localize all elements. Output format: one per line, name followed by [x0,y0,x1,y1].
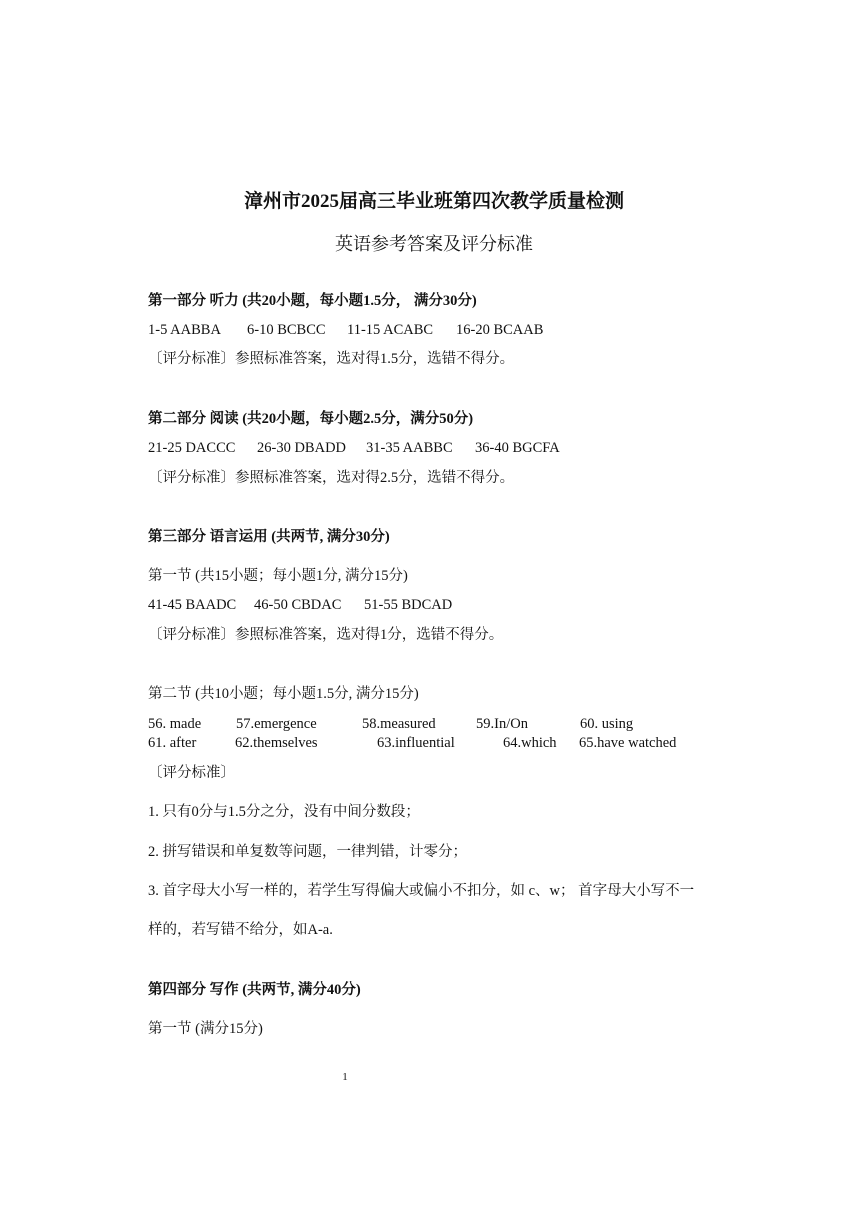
answer-group: 11-15 ACABC [347,322,434,338]
answer-item: 64.which [503,735,557,751]
answer-item: 57.emergence [236,716,317,732]
part3-section2-heading: 第二节 (共10小题；每小题1.5分, 满分15分) [148,686,419,702]
answer-group: 46-50 CBDAC [254,597,342,613]
answer-item: 59.In/On [476,716,528,732]
part1-criteria: 〔评分标准〕参照标准答案，选对得1.5分，选错不得分。 [148,351,515,367]
grading-rule-1: 1. 只有0分与1.5分之分，没有中间分数段； [148,804,420,820]
answer-item: 65.have watched [579,735,677,751]
answer-group: 1-5 AABBA [148,322,221,338]
part3-section2-criteria-label: 〔评分标准〕 [148,765,235,781]
part2-criteria: 〔评分标准〕参照标准答案，选对得2.5分，选错不得分。 [148,470,515,486]
answer-item: 63.influential [377,735,455,751]
part1-heading: 第一部分 听力 (共20小题，每小题1.5分， 满分30分) [148,293,477,309]
grading-rule-2: 2. 拼写错误和单复数等问题，一律判错，计零分； [148,844,467,860]
answer-group: 6-10 BCBCC [247,322,326,338]
answer-item: 56. made [148,716,202,732]
document-subtitle: 英语参考答案及评分标准 [335,234,533,254]
part4-section1-heading: 第一节 (满分15分) [148,1021,263,1037]
part3-section1-heading: 第一节 (共15小题；每小题1分, 满分15分) [148,568,408,584]
part3-heading: 第三部分 语言运用 (共两节, 满分30分) [148,529,390,545]
answer-item: 58.measured [362,716,436,732]
answer-group: 21-25 DACCC [148,440,236,456]
answer-group: 51-55 BDCAD [364,597,453,613]
grading-rule-3-continued: 样的，若写错不给分，如A-a. [148,922,333,938]
answer-group: 31-35 AABBC [366,440,453,456]
part3-section1-criteria: 〔评分标准〕参照标准答案，选对得1分，选错不得分。 [148,627,504,643]
document-title: 漳州市2025届高三毕业班第四次教学质量检测 [243,191,624,212]
answer-group: 26-30 DBADD [257,440,347,456]
answer-group: 41-45 BAADC [148,597,237,613]
answer-item: 61. after [148,735,197,751]
part2-heading: 第二部分 阅读 (共20小题，每小题2.5分，满分50分) [148,411,474,427]
answer-group: 16-20 BCAAB [456,322,544,338]
part4-heading: 第四部分 写作 (共两节, 满分40分) [148,982,361,998]
answer-item: 62.themselves [235,735,318,751]
grading-rule-3: 3. 首字母大小写一样的，若学生写得偏大或偏小不扣分，如 c、w； 首字母大小写不一 [148,883,695,899]
answer-group: 36-40 BGCFA [475,440,560,456]
answer-item: 60. using [580,716,634,732]
page-number: 1 [342,1071,348,1083]
